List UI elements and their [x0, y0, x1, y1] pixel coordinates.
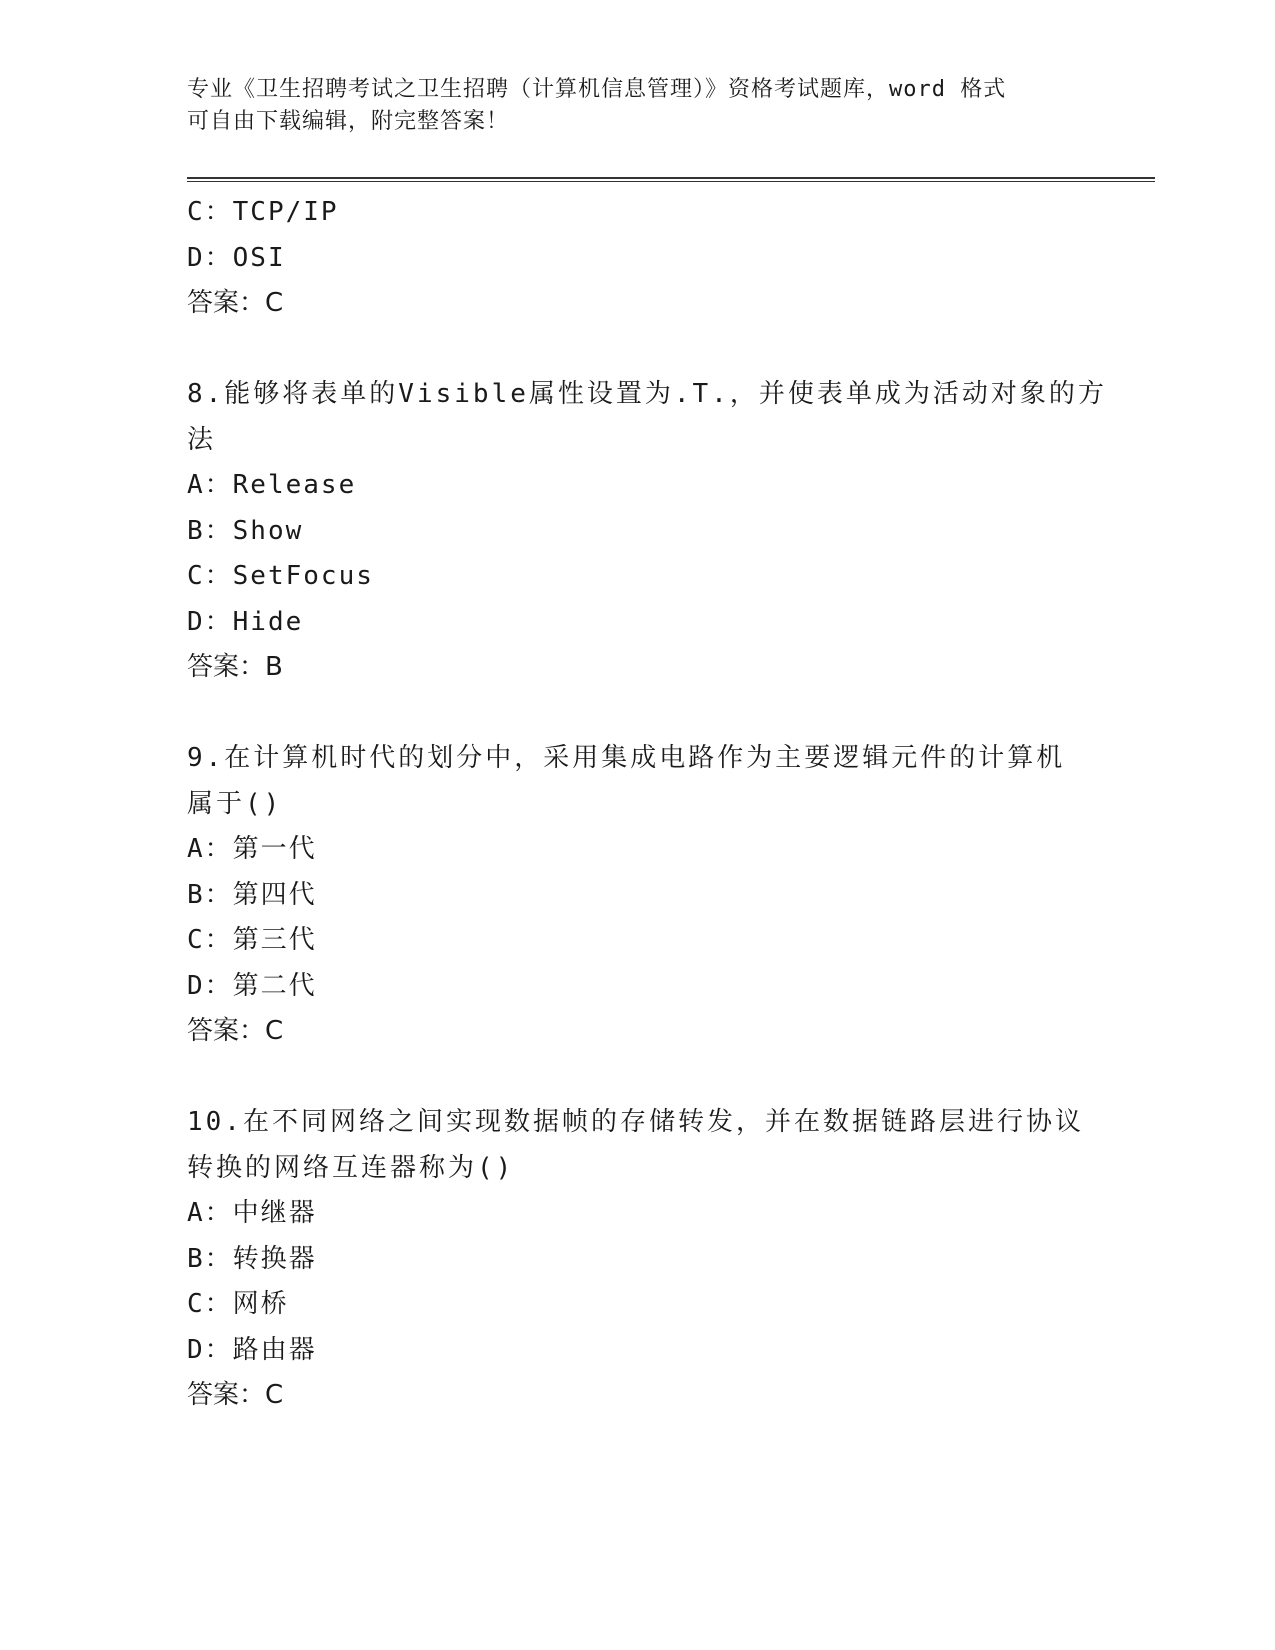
option-a: A：中继器	[187, 1198, 317, 1228]
question-list	[187, 190, 1107, 1419]
answer: 答案：C	[187, 288, 284, 318]
header-title-line-2: 可自由下载编辑，附完整答案！	[187, 109, 510, 134]
option-c: C：SetFocus	[187, 561, 374, 591]
option-b: B：Show	[187, 515, 304, 546]
option-b: B：第四代	[187, 879, 317, 910]
question-stem-continued: 法	[187, 424, 217, 455]
spacer	[187, 327, 1087, 373]
question-stem: 10.在不同网络之间实现数据帧的存储转发，并在数据链路层进行协议	[187, 1107, 1084, 1137]
spacer	[187, 1055, 1087, 1101]
question-stem-continued: 转换的网络互连器称为()	[187, 1152, 515, 1183]
option-d: D：第二代	[187, 970, 317, 1001]
answer: 答案：C	[187, 1016, 284, 1046]
option-d: D：OSI	[187, 242, 286, 273]
answer: 答案：C	[187, 1380, 284, 1410]
option-b: B：转换器	[187, 1243, 317, 1274]
question-stem: 8.能够将表单的Visible属性设置为.T.，并使表单成为活动对象的方	[187, 379, 1107, 409]
header-divider	[187, 177, 1155, 182]
question-7-tail	[187, 190, 1087, 327]
question-stem: 9.在计算机时代的划分中，采用集成电路作为主要逻辑元件的计算机	[187, 743, 1066, 773]
question-8	[187, 372, 1107, 691]
option-a: A：Release	[187, 470, 357, 500]
question-9	[187, 736, 1087, 1055]
spacer	[187, 691, 1087, 737]
option-c: C：TCP/IP	[187, 197, 339, 227]
answer: 答案：B	[187, 652, 283, 682]
option-a: A：第一代	[187, 834, 317, 864]
option-d: D：路由器	[187, 1334, 317, 1365]
option-c: C：网桥	[187, 1289, 289, 1319]
option-d: D：Hide	[187, 606, 304, 637]
document-header	[187, 74, 1087, 138]
question-stem-continued: 属于()	[187, 788, 283, 819]
header-title-line-1: 专业《卫生招聘考试之卫生招聘（计算机信息管理）》资格考试题库，word 格式	[187, 77, 1007, 102]
question-10	[187, 1100, 1087, 1419]
option-c: C：第三代	[187, 925, 317, 955]
